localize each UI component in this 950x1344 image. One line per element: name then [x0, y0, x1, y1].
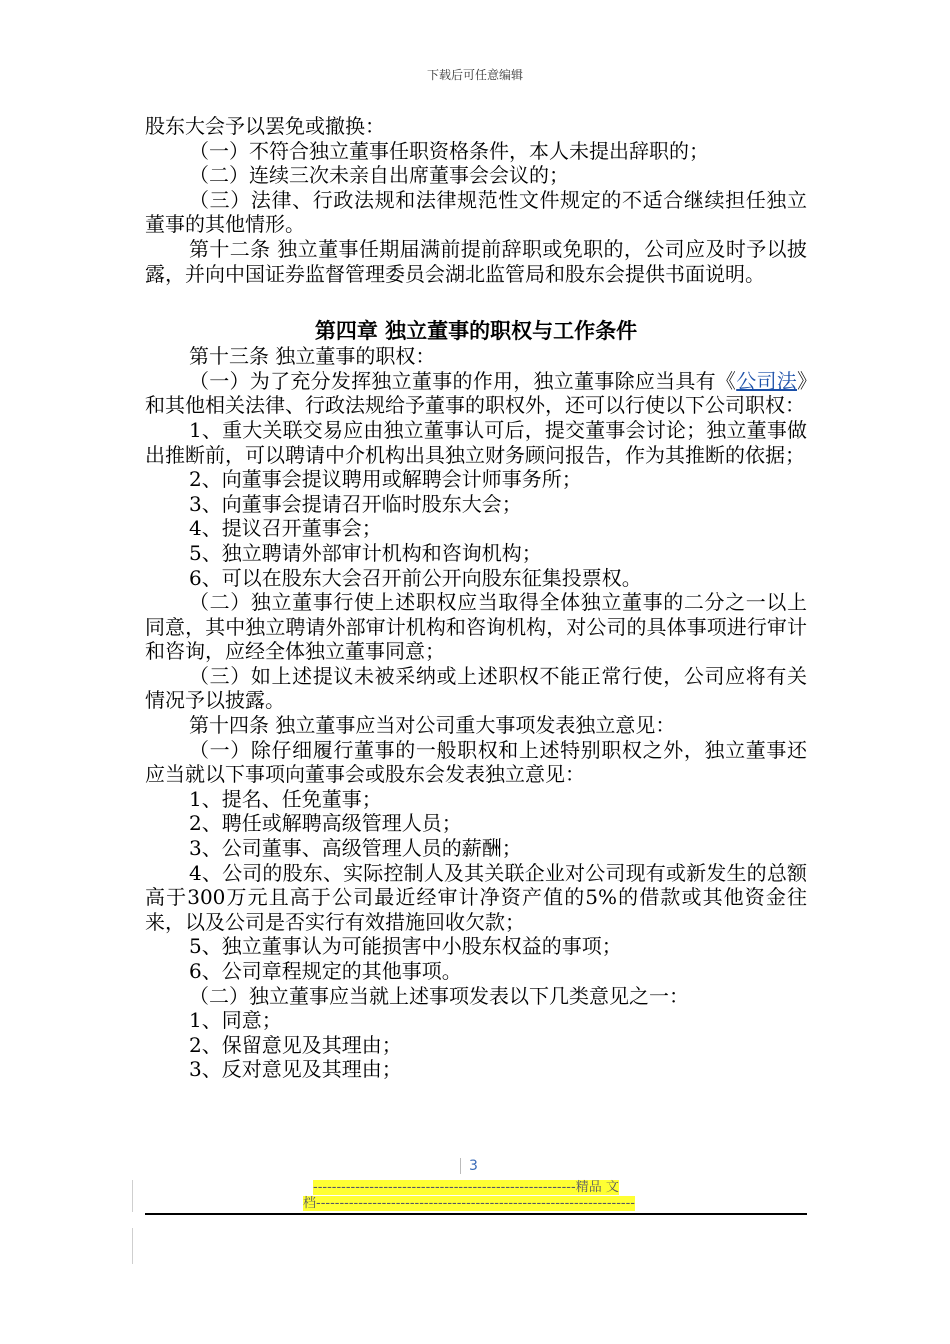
paragraph: （二）独立董事应当就上述事项发表以下几类意见之一：	[189, 983, 689, 1008]
paragraph: 2、聘任或解聘高级管理人员；	[189, 811, 462, 836]
item-1-suffix: 》和其他相关法律、行政法规给予董事的职权外，还可以行使以下公司职权：	[145, 368, 808, 418]
paragraph: 1、同意；	[189, 1008, 282, 1033]
paragraph: 5、独立董事认为可能损害中小股东权益的事项；	[189, 934, 622, 959]
paragraph: 第十二条 独立董事任期届满前提前辞职或免职的，公司应及时予以披露，并向中国证券监督管理委员会湖北监管局和股东会提供书面说明。	[145, 236, 807, 286]
paragraph: （三）如上述提议未被采纳或上述职权不能正常行使，公司应将有关情况予以披露。	[145, 663, 807, 713]
section-after-chapter	[145, 418, 807, 1082]
footer-watermark	[303, 1180, 648, 1212]
document-body	[145, 114, 807, 1082]
page-number: 3	[460, 1158, 478, 1174]
paragraph: 5、独立聘请外部审计机构和咨询机构；	[189, 540, 542, 565]
footer-rule	[145, 1213, 807, 1215]
paragraph: 3、公司董事、高级管理人员的薪酬；	[189, 836, 522, 861]
article-13-title: 第十三条 独立董事的职权：	[189, 344, 436, 369]
paragraph: 2、向董事会提议聘用或解聘会计师事务所；	[189, 467, 582, 492]
paragraph: 1、提名、任免董事；	[189, 786, 382, 811]
paragraph: 3、反对意见及其理由；	[189, 1057, 402, 1082]
footer-line-1: --------------------------------------------------------精品 文	[313, 1180, 619, 1195]
paragraph: （三）法律、行政法规和法律规范性文件规定的不适合继续担任独立董事的其他情形。	[145, 187, 807, 237]
paragraph: 2、保留意见及其理由；	[189, 1032, 402, 1057]
footer-line-2: 档--------------------------------------------------------------------	[303, 1196, 635, 1211]
paragraph: 4、提议召开董事会；	[189, 516, 382, 541]
margin-mark-lower	[132, 1228, 133, 1264]
paragraph: 第十四条 独立董事应当对公司重大事项发表独立意见：	[189, 713, 676, 738]
paragraph: 4、公司的股东、实际控制人及其关联企业对公司现有或新发生的总额高于300万元且高于公司最近经审计净资产值的5%的借款或其他资金往来，以及公司是否实行有效措施回收欠款；	[145, 860, 807, 934]
paragraph: （二）连续三次未亲自出席董事会会议的；	[189, 163, 569, 188]
company-law-link[interactable]: 公司法	[736, 368, 798, 393]
paragraph: 6、可以在股东大会召开前公开向股东征集投票权。	[189, 565, 642, 590]
paragraph: 3、向董事会提请召开临时股东大会；	[189, 491, 522, 516]
article-13-item-1	[145, 369, 807, 418]
paragraph: （一）不符合独立董事任职资格条件，本人未提出辞职的；	[189, 138, 709, 163]
page-header-note: 下载后可任意编辑	[426, 68, 523, 82]
paragraph: （一）除仔细履行董事的一般职权和上述特别职权之外，独立董事还应当就以下事项向董事会或股东会发表独立意见：	[145, 737, 807, 787]
section-before-chapter	[145, 114, 807, 286]
paragraph: 1、重大关联交易应由独立董事认可后，提交董事会讨论；独立董事做出推断前，可以聘请中介机构出具独立财务顾问报告，作为其推断的依据；	[145, 417, 807, 467]
margin-mark-upper	[132, 1180, 133, 1212]
paragraph: 股东大会予以罢免或撤换：	[145, 114, 385, 138]
paragraph: （二）独立董事行使上述职权应当取得全体独立董事的二分之一以上同意，其中独立聘请外部审计机构和咨询机构，对公司的具体事项进行审计和咨询，应经全体独立董事同意；	[145, 590, 807, 664]
item-1-prefix: （一）为了充分发挥独立董事的作用，独立董事除应当具有《	[189, 368, 737, 393]
paragraph: 6、公司章程规定的其他事项。	[189, 959, 462, 983]
chapter-title: 第四章 独立董事的职权与工作条件	[314, 319, 638, 344]
